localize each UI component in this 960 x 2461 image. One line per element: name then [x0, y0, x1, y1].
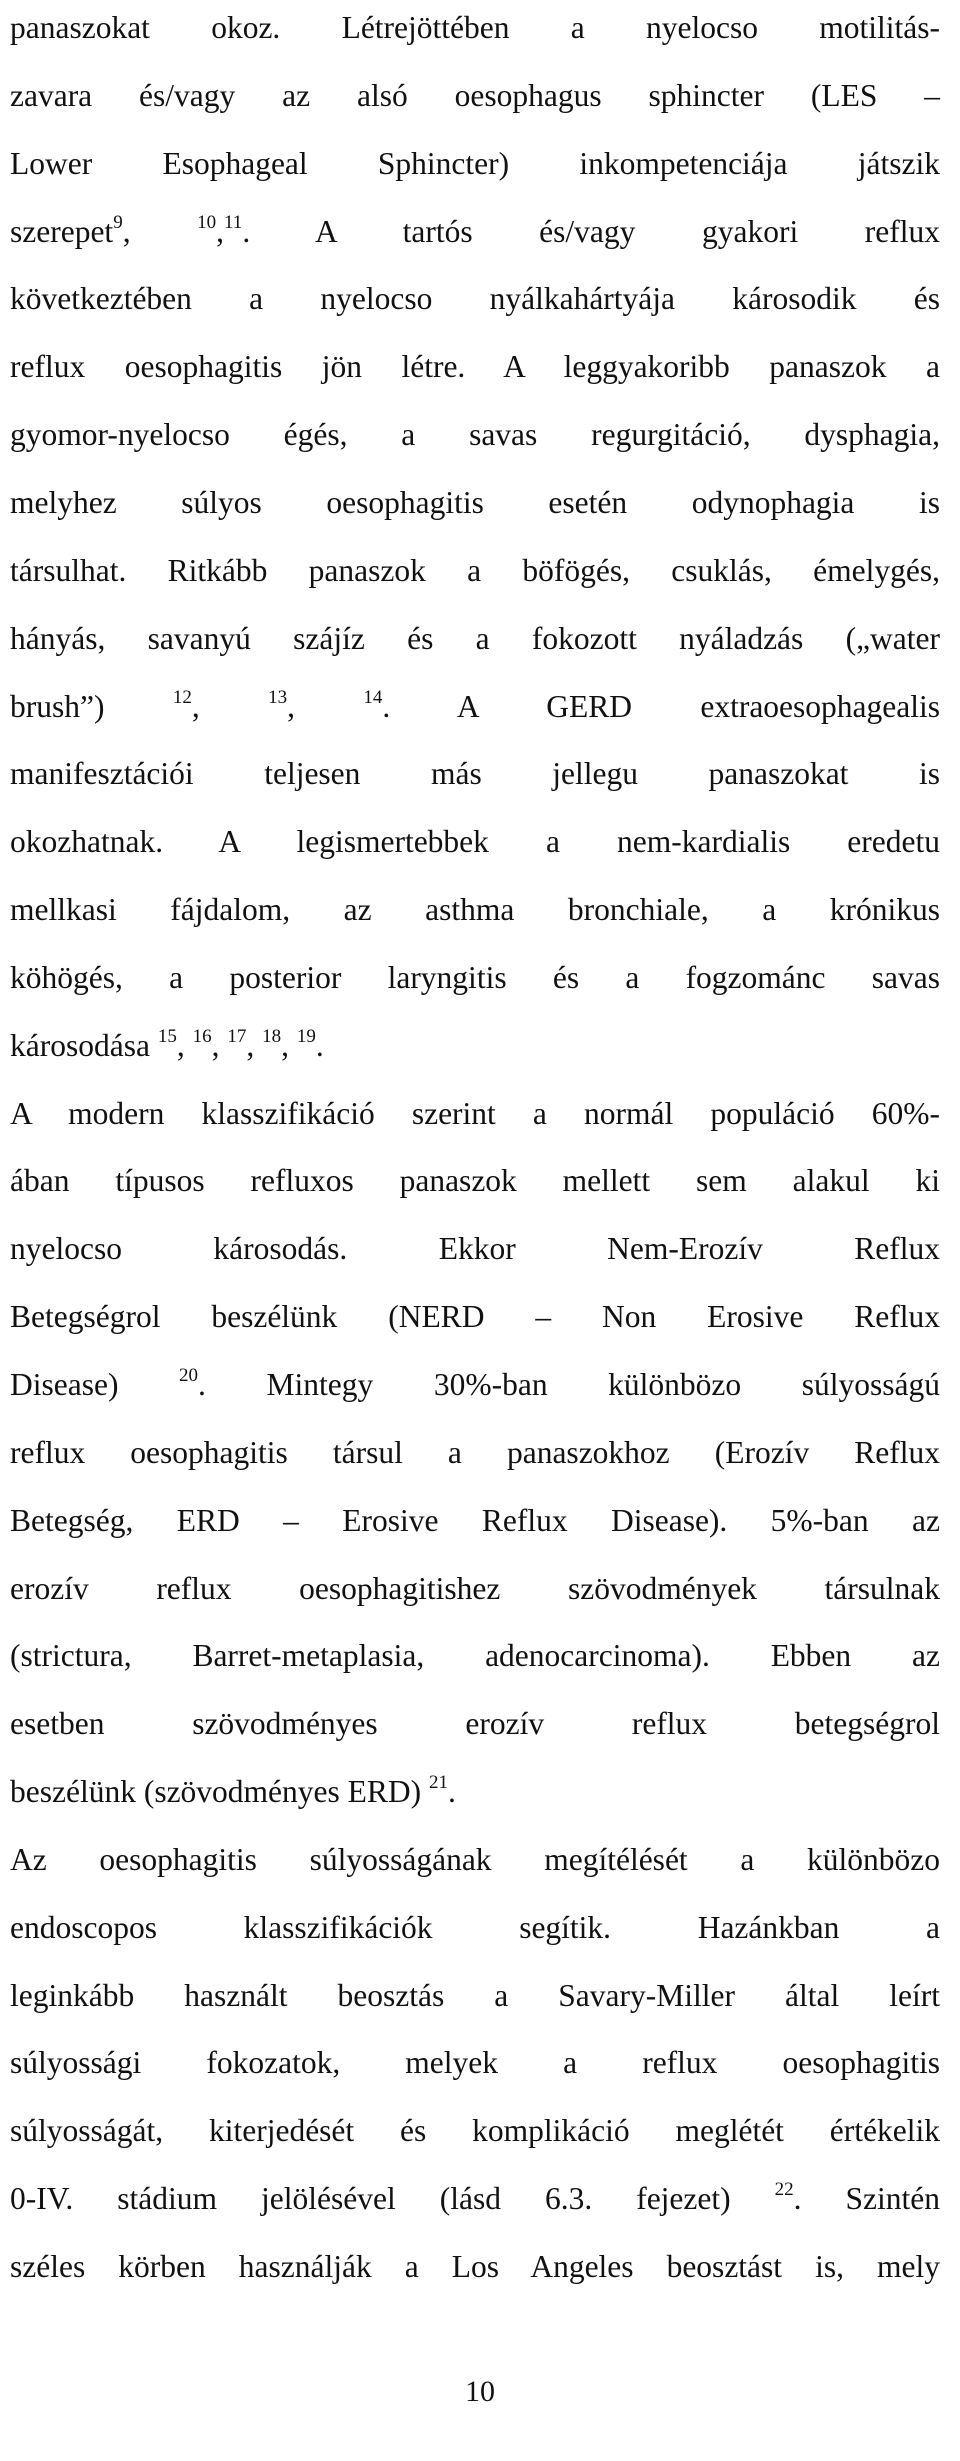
- line-text: súlyossági fokozatok, melyek a reflux oesophagitis: [10, 2045, 940, 2080]
- citation-superscript: 11: [224, 212, 243, 233]
- text-line: [10, 1026, 940, 1066]
- line-text: .: [315, 1028, 324, 1063]
- text-line: [10, 2043, 940, 2083]
- line-text: ,: [211, 1028, 228, 1063]
- line-text: károsodása: [10, 1028, 158, 1063]
- text-line: [10, 1229, 940, 1269]
- line-text: melyhez súlyos oesophagitis esetén odynophagia is: [10, 485, 940, 520]
- text-line: [10, 1772, 940, 1812]
- line-text: . A tartós és/vagy gyakori reflux: [242, 214, 940, 249]
- citation-superscript: 19: [296, 1026, 316, 1047]
- line-text: Betegség, ERD – Erosive Reflux Disease). 5%-ban az: [10, 1503, 940, 1538]
- line-text: . A GERD extraoesophagealis: [382, 689, 940, 724]
- text-line: [10, 551, 940, 591]
- text-line: [10, 890, 940, 930]
- text-line: [10, 2247, 940, 2287]
- line-text: erozív reflux oesophagitishez szövodmények társulnak: [10, 1571, 940, 1606]
- text-line: [10, 1501, 940, 1541]
- text-line: [10, 1365, 940, 1405]
- line-text: 0-IV. stádium jelölésével (lásd 6.3. fejezet): [10, 2181, 775, 2216]
- text-line: [10, 1840, 940, 1880]
- line-text: ,: [216, 214, 225, 249]
- text-line: [10, 1908, 940, 1948]
- line-text: Betegségrol beszélünk (NERD – Non Erosive Reflux: [10, 1299, 940, 1334]
- line-text: manifesztációi teljesen más jellegu panaszokat is: [10, 756, 940, 791]
- text-line: [10, 822, 940, 862]
- citation-superscript: 22: [774, 2179, 794, 2200]
- line-text: Az oesophagitis súlyosságának megítélését a különbözo: [10, 1842, 940, 1877]
- text-line: [10, 958, 940, 998]
- line-text: A modern klasszifikáció szerint a normál populáció 60%-: [10, 1096, 940, 1131]
- text-line: [10, 2179, 940, 2219]
- line-text: ,: [287, 689, 364, 724]
- text-line: [10, 415, 940, 455]
- line-text: hányás, savanyú szájíz és a fokozott nyáladzás („water: [10, 621, 940, 656]
- line-text: ,: [281, 1028, 297, 1063]
- text-line: [10, 1636, 940, 1676]
- text-line: [10, 2111, 940, 2151]
- text-line: [10, 1297, 940, 1337]
- citation-superscript: 12: [172, 687, 192, 708]
- line-text: . Mintegy 30%-ban különbözo súlyosságú: [198, 1367, 940, 1402]
- line-text: okozhatnak. A legismertebbek a nem-kardialis eredetu: [10, 824, 940, 859]
- text-line: [10, 1704, 940, 1744]
- text-line: [10, 347, 940, 387]
- page-number: 10: [465, 2375, 495, 2408]
- line-text: ,: [246, 1028, 263, 1063]
- line-text: ,: [176, 1028, 193, 1063]
- line-text: Disease): [10, 1367, 180, 1402]
- line-text: reflux oesophagitis társul a panaszokhoz (Erozív Reflux: [10, 1435, 940, 1470]
- line-text: esetben szövodményes erozív reflux betegségrol: [10, 1706, 940, 1741]
- line-text: súlyosságát, kiterjedését és komplikáció meglétét értékelik: [10, 2113, 940, 2148]
- text-line: [10, 212, 940, 252]
- citation-superscript: 9: [113, 212, 123, 233]
- line-text: következtében a nyelocso nyálkahártyája károsodik és: [10, 281, 940, 316]
- line-text: Lower Esophageal Sphincter) inkompetenciája játszik: [10, 146, 940, 181]
- text-line: [10, 279, 940, 319]
- text-line: [10, 754, 940, 794]
- citation-superscript: 18: [262, 1026, 282, 1047]
- line-text: nyelocso károsodás. Ekkor Nem-Erozív Reflux: [10, 1231, 940, 1266]
- citation-superscript: 13: [268, 687, 288, 708]
- line-text: panaszokat okoz. Létrejöttében a nyelocso motilitás-: [10, 10, 940, 45]
- line-text: ,: [191, 689, 269, 724]
- citation-superscript: 15: [157, 1026, 177, 1047]
- line-text: zavara és/vagy az alsó oesophagus sphincter (LES –: [10, 78, 940, 113]
- text-line: [10, 619, 940, 659]
- line-text: endoscopos klasszifikációk segítik. Hazánkban a: [10, 1910, 940, 1945]
- citation-superscript: 21: [429, 1772, 449, 1793]
- text-line: [10, 1161, 940, 1201]
- text-line: [10, 1569, 940, 1609]
- line-text: leginkább használt beosztás a Savary-Miller által leírt: [10, 1978, 940, 2013]
- line-text: (strictura, Barret-metaplasia, adenocarcinoma). Ebben az: [10, 1638, 940, 1673]
- line-text: társulhat. Ritkább panaszok a böfögés, csuklás, émelygés,: [10, 553, 940, 588]
- text-line: [10, 483, 940, 523]
- citation-superscript: 10: [197, 212, 217, 233]
- line-text: gyomor-nyelocso égés, a savas regurgitáció, dysphagia,: [10, 417, 940, 452]
- citation-superscript: 20: [179, 1365, 199, 1386]
- line-text: szerepet: [10, 214, 114, 249]
- line-text: köhögés, a posterior laryngitis és a fogzománc savas: [10, 960, 940, 995]
- line-text: mellkasi fájdalom, az asthma bronchiale, a krónikus: [10, 892, 940, 927]
- line-text: beszélünk (szövodményes ERD): [10, 1774, 430, 1809]
- citation-superscript: 16: [192, 1026, 212, 1047]
- citation-superscript: 14: [363, 687, 383, 708]
- text-line: [10, 76, 940, 116]
- line-text: ,: [122, 214, 198, 249]
- text-line: [10, 1433, 940, 1473]
- line-text: . Szintén: [793, 2181, 940, 2216]
- line-text: széles körben használják a Los Angeles beosztást is, mely: [10, 2249, 940, 2284]
- text-line: [10, 144, 940, 184]
- text-line: [10, 1094, 940, 1134]
- citation-superscript: 17: [227, 1026, 247, 1047]
- text-line: [10, 687, 940, 727]
- line-text: .: [448, 1774, 456, 1809]
- line-text: reflux oesophagitis jön létre. A leggyakoribb panaszok a: [10, 349, 940, 384]
- line-text: ában típusos refluxos panaszok mellett sem alakul ki: [10, 1163, 940, 1198]
- text-line: [10, 8, 940, 48]
- text-line: [10, 1976, 940, 2016]
- line-text: brush”): [10, 689, 173, 724]
